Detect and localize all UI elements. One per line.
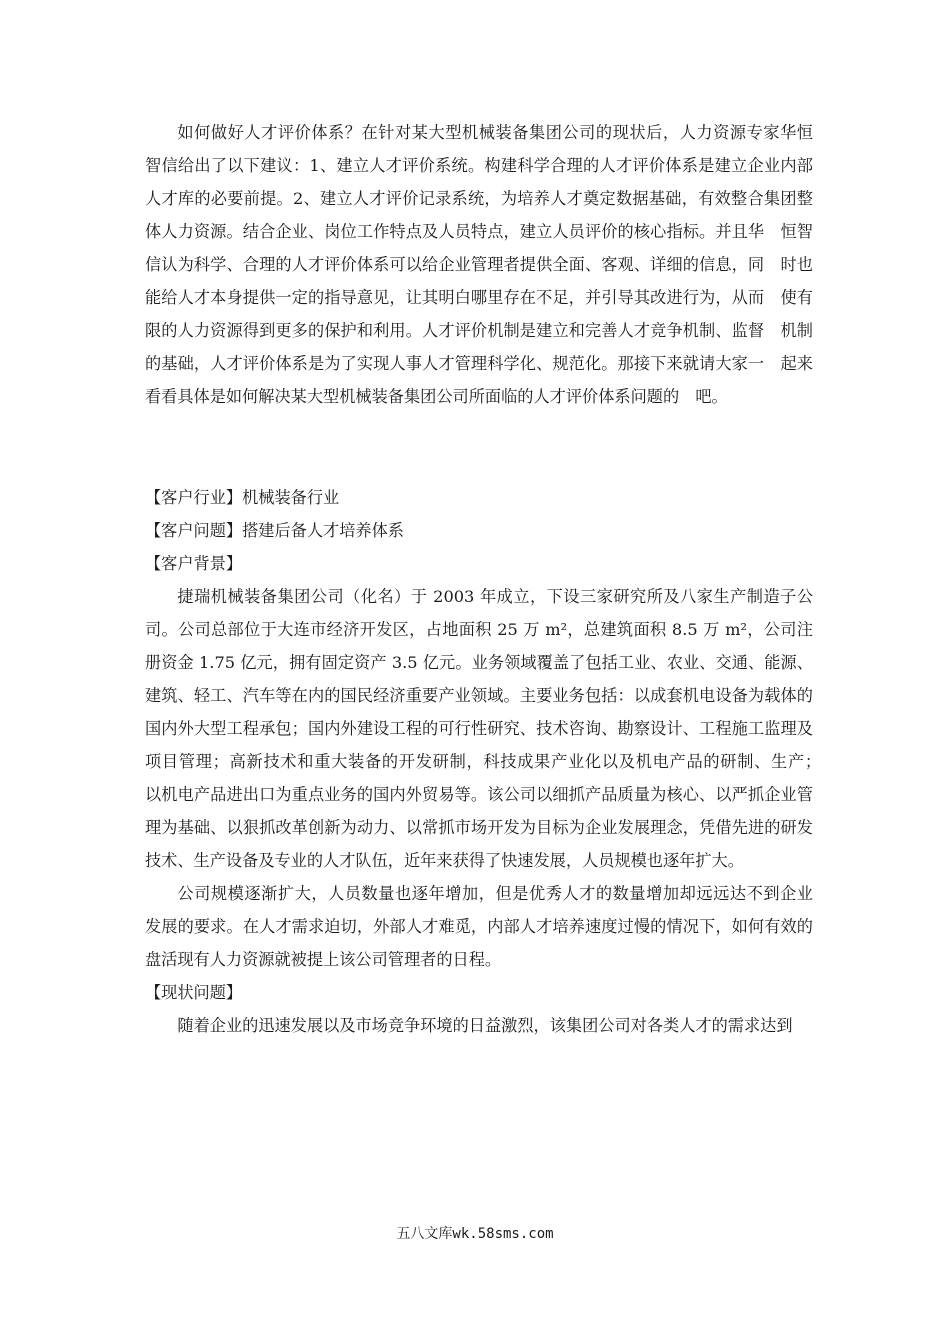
background-paragraph-2: 公司规模逐渐扩大，人员数量也逐年增加，但是优秀人才的数量增加却远远达不到企业 发展的要求。在人才需求迫切，外部人才难觅，内部人才培养速度过慢的情况下，如何有效的盘活现有人力资源就被提上该公司管理者的日程。 (145, 884, 830, 969)
background-paragraph-1: 捷瑞机械装备集团公司（化名）于 2003 年成立，下设三家研究所及八家生产制造子公司。公司总部位于大连市经济开发区，占地面积 25 万 m²，总建筑面积 8.5 万 m²，公司注册资金 1.75 亿元，拥有固定资产 3.5 亿元。业务领域覆盖了包括工业、农业、交通、能源、建筑、轻工、汽车等在内的国民经济重要产业领域。主要业务包括：以成套机电设备为载体的国内外大型工程承包；国内外建设工程的可行性研究、技术咨询、勘察设计、工程施工监理及项目管理；高新技术和重大装备的开发研制，科技成果产业化以及机电产品的研制、生产； 以机电产品进出口为重点业务的国内外贸易等。该公司以细抓产品质量为核心、以严抓企业管理为基础、以狠抓改革创新为动力、以常抓市场开发为目标为企业发展理念，凭借先进的研发技术、生产设备及专业的人才队伍，近年来获得了快速发展，人员规模也逐年扩大。 (145, 587, 846, 870)
status-paragraph-1: 随着企业的迅速发展以及市场竞争环境的日益激烈，该集团公司对各类人才的需求达到 (177, 1016, 793, 1035)
client-industry-line: 【客户行业】机械装备行业 (145, 488, 340, 507)
section-spacer (145, 413, 813, 481)
document-body (145, 116, 846, 1042)
client-problem-line: 【客户问题】搭建后备人才培养体系 (145, 521, 404, 540)
status-problem-heading: 【现状问题】 (145, 983, 243, 1002)
client-background-heading: 【客户背景】 (145, 554, 243, 573)
intro-paragraph: 如何做好人才评价体系？在针对某大型机械装备集团公司的现状后，人力资源专家华恒 智信给出了以下建议：1、建立人才评价系统。构建科学合理的人才评价体系是建立企业内部人才库的必要前提。2、建立人才评价记录系统，为培养人才奠定数据基础，有效整合集团整体人力资源。结合企业、岗位工作特点及人员特点，建立人员评价的核心指标。并且华 恒智信认为科学、合理的人才评价体系可以给企业管理者提供全面、客观、详细的信息，同 时也能给人才本身提供一定的指导意见，让其明白哪里存在不足，并引导其改进行为，从而 使有限的人力资源得到更多的保护和利用。人才评价机制是建立和完善人才竞争机制、监督 机制的基础，人才评价体系是为了实现人事人才管理科学化、规范化。那接下来就请大家一 起来看看具体是如何解决某大型机械装备集团公司所面临的人才评价体系问题的 吧。 (145, 123, 830, 406)
page-footer: 五八文库wk.58sms.com (396, 1226, 554, 1242)
